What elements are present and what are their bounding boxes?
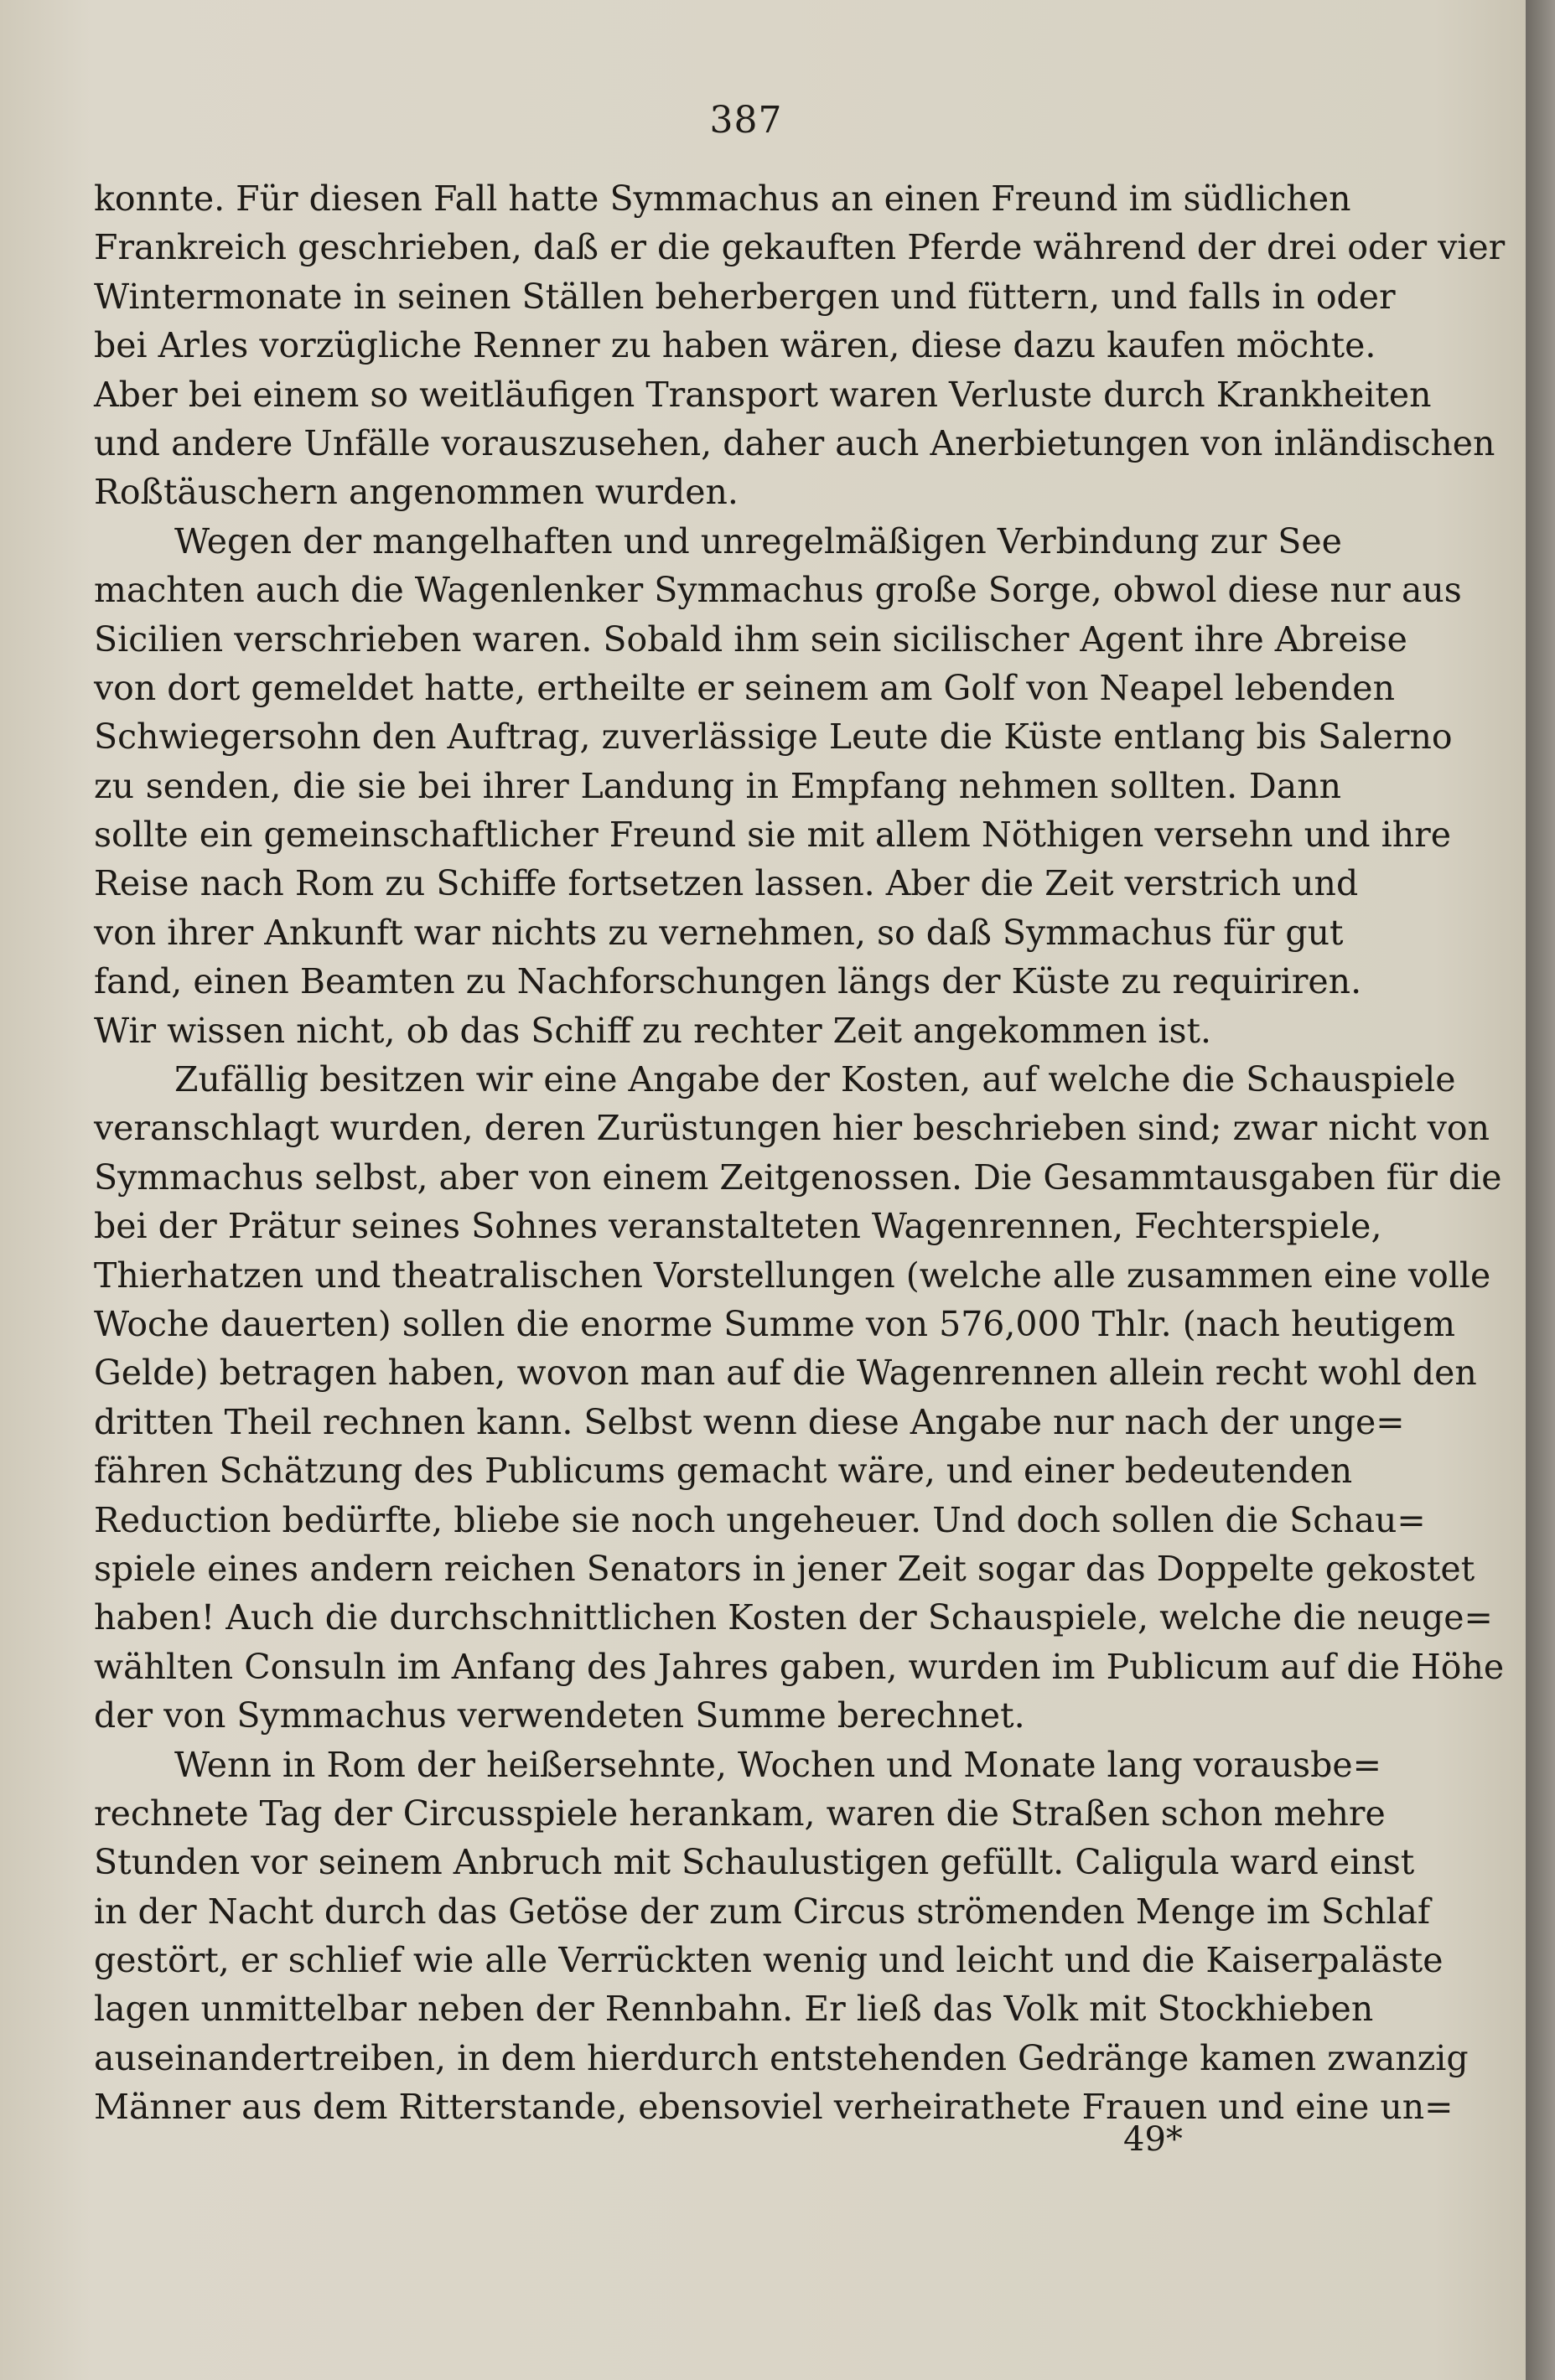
text-line: in der Nacht durch das Getöse der zum Circus strömenden Menge im Schlaf — [94, 1891, 1431, 1932]
paragraph-1 — [94, 174, 1506, 517]
text-line: rechnete Tag der Circusspiele herankam, waren die Straßen schon mehre — [94, 1793, 1386, 1834]
paragraph-4 — [94, 1741, 1469, 2132]
text-line: Zufällig besitzen wir eine Angabe der Kosten, auf welche die Schauspiele — [174, 1059, 1456, 1100]
text-line: Aber bei einem so weitläufigen Transport waren Verluste durch Krankheiten — [94, 374, 1432, 415]
text-line: machten auch die Wagenlenker Symmachus große Sorge, obwol diese nur aus — [94, 570, 1462, 611]
text-line: und andere Unfälle vorauszusehen, daher auch Anerbietungen von inländischen — [94, 422, 1495, 463]
text-line: auseinandertreiben, in dem hierdurch entstehenden Gedränge kamen zwanzig — [94, 2037, 1469, 2078]
text-line: Roßtäuschern angenommen wurden. — [94, 472, 739, 513]
page-number: 387 — [709, 99, 783, 142]
text-line: von dort gemeldet hatte, ertheilte er seinem am Golf von Neapel lebenden — [94, 667, 1395, 708]
text-line: Symmachus selbst, aber von einem Zeitgenossen. Die Gesammtausgaben für die — [94, 1156, 1502, 1198]
text-line: Sicilien verschrieben waren. Sobald ihm sein sicilischer Agent ihre Abreise — [94, 618, 1407, 660]
text-line: Woche dauerten) sollen die enorme Summe von 576,000 Thlr. (nach heutigem — [94, 1303, 1456, 1344]
text-line: veranschlagt wurden, deren Zurüstungen hier beschrieben sind; zwar nicht von — [94, 1108, 1490, 1149]
text-line: Reise nach Rom zu Schiffe fortsetzen lassen. Aber die Zeit verstrich und — [94, 863, 1359, 904]
text-line: sollte ein gemeinschaftlicher Freund sie mit allem Nöthigen versehn und ihre — [94, 815, 1452, 856]
signature-mark: 49* — [1123, 2120, 1183, 2159]
text-line: wählten Consuln im Anfang des Jahres gaben, wurden im Publicum auf die Höhe — [94, 1646, 1505, 1687]
text-line: Stunden vor seinem Anbruch mit Schaulustigen gefüllt. Caligula ward einst — [94, 1842, 1415, 1883]
text-line: bei Arles vorzügliche Renner zu haben wären, diese dazu kaufen möchte. — [94, 325, 1376, 366]
text-line: Reduction bedürfte, bliebe sie noch ungeheuer. Und doch sollen die Schau= — [94, 1499, 1426, 1540]
text-line: dritten Theil rechnen kann. Selbst wenn diese Angabe nur nach der unge= — [94, 1401, 1405, 1442]
text-line: zu senden, die sie bei ihrer Landung in Empfang nehmen sollten. Dann — [94, 765, 1341, 806]
text-line: der von Symmachus verwendeten Summe berechnet. — [94, 1695, 1025, 1736]
text-line: spiele eines andern reichen Senators in jener Zeit sogar das Doppelte gekostet — [94, 1548, 1475, 1589]
text-line: Thierhatzen und theatralischen Vorstellungen (welche alle zusammen eine volle — [94, 1255, 1491, 1296]
paragraph-3 — [94, 1055, 1505, 1740]
text-line: Wir wissen nicht, ob das Schiff zu rechter Zeit angekommen ist. — [94, 1010, 1212, 1051]
text-line: Gelde) betragen haben, wovon man auf die Wagenrennen allein recht wohl den — [94, 1353, 1477, 1394]
text-line: haben! Auch die durchschnittlichen Kosten der Schauspiele, welche die neuge= — [94, 1597, 1493, 1638]
text-line: Schwiegersohn den Auftrag, zuverlässige Leute die Küste entlang bis Salerno — [94, 717, 1453, 758]
text-line: konnte. Für diesen Fall hatte Symmachus an einen Freund im südlichen — [94, 178, 1351, 219]
text-line: Männer aus dem Ritterstande, ebensoviel verheirathete Frauen und eine un= — [94, 2087, 1454, 2128]
text-line: Wintermonate in seinen Ställen beherbergen und füttern, und falls in oder — [94, 276, 1396, 317]
scan-edge — [1526, 0, 1555, 2380]
text-line: lagen unmittelbar neben der Rennbahn. Er ließ das Volk mit Stockhieben — [94, 1989, 1374, 2030]
text-line: bei der Prätur seines Sohnes veranstalteten Wagenrennen, Fechterspiele, — [94, 1206, 1382, 1247]
text-line: Wenn in Rom der heißersehnte, Wochen und Monate lang vorausbe= — [174, 1744, 1381, 1785]
text-line: Frankreich geschrieben, daß er die gekauften Pferde während der drei oder vier — [94, 227, 1506, 268]
text-line: fähren Schätzung des Publicums gemacht wäre, und einer bedeutenden — [94, 1451, 1353, 1492]
paragraph-2 — [94, 517, 1462, 1055]
text-line: fand, einen Beamten zu Nachforschungen längs der Küste zu requiriren. — [94, 961, 1362, 1002]
text-line: gestört, er schlief wie alle Verrückten wenig und leicht und die Kaiserpaläste — [94, 1940, 1444, 1981]
text-line: von ihrer Ankunft war nichts zu vernehmen, so daß Symmachus für gut — [94, 912, 1344, 953]
body-text — [94, 174, 1506, 2132]
text-line: Wegen der mangelhaften und unregelmäßigen Verbindung zur See — [174, 520, 1342, 561]
